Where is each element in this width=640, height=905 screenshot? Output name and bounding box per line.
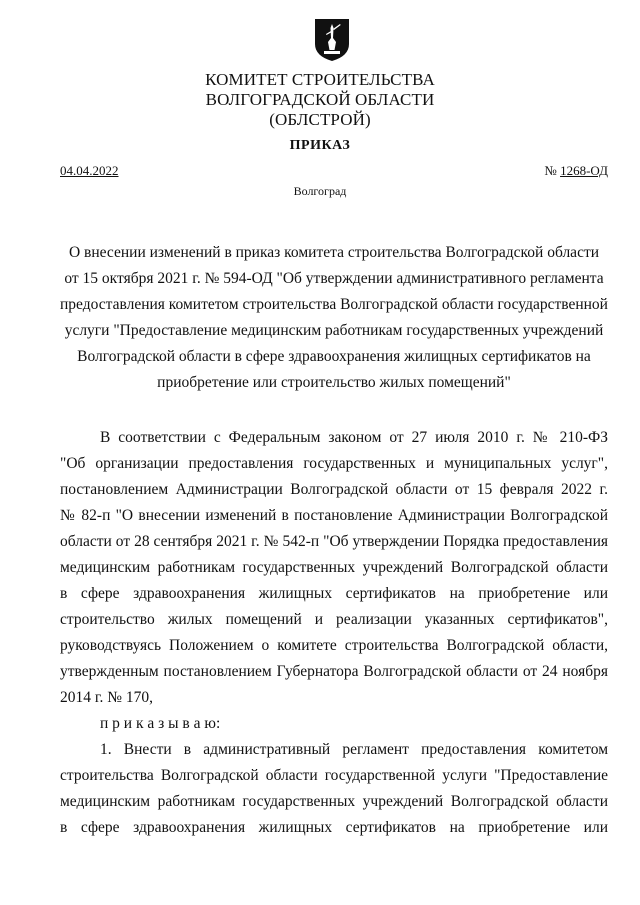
subject-line: услуги "Предоставление медицинским работникам государственных учреждений	[64, 322, 604, 339]
order-body	[60, 425, 608, 841]
body-line: "Об организации предоставления государственных и муниципальных услуг",	[60, 455, 608, 472]
org-line-3: (ОБЛСТРОЙ)	[269, 110, 371, 129]
body-line: области от 28 сентября 2021 г. № 542-п "Об утверждении Порядка предоставления	[60, 533, 608, 550]
organization-name	[0, 70, 640, 130]
subject-line: Волгоградской области в сфере здравоохранения жилищных сертификатов на	[77, 348, 591, 365]
item-1-line: строительства Волгоградской области государственной услуги "Предоставление	[60, 767, 608, 784]
body-line: руководствуясь Положением о комитете строительства Волгоградской области,	[60, 637, 608, 654]
subject-line: О внесении изменений в приказ комитета строительства Волгоградской области	[68, 244, 600, 261]
item-1-line: медицинским работникам государственных учреждений Волгоградской области	[60, 793, 608, 810]
order-subject	[60, 240, 608, 396]
item-1-line: 1. Внести в административный регламент предоставления комитетом	[100, 741, 608, 758]
subject-line: предоставления комитетом строительства Волгоградской области государственной	[60, 296, 608, 313]
subject-line: от 15 октября 2021 г. № 594-ОД "Об утверждении административного регламента	[64, 270, 604, 287]
body-line: В соответствии с Федеральным законом от 27 июля 2010 г. № 210-ФЗ	[100, 429, 608, 446]
order-directive: п р и к а з ы в а ю:	[100, 715, 221, 732]
document-type-title: ПРИКАЗ	[289, 138, 351, 153]
city-name: Волгоград	[293, 184, 347, 198]
body-line: постановлением Администрации Волгоградской области от 15 февраля 2022 г.	[60, 481, 608, 498]
body-line: медицинским работникам государственных учреждений Волгоградской области	[60, 559, 608, 576]
order-number	[544, 163, 608, 179]
org-line-1: КОМИТЕТ СТРОИТЕЛЬСТВА	[205, 70, 435, 89]
body-line: строительство жилых помещений и реализации указанных сертификатов",	[60, 611, 608, 628]
subject-line: приобретение или строительство жилых помещений"	[157, 374, 511, 391]
body-line: в сфере здравоохранения жилищных сертификатов на приобретение или	[60, 585, 608, 602]
order-number-prefix: №	[544, 163, 561, 178]
volgograd-coat-of-arms-icon	[314, 18, 350, 62]
org-line-2: ВОЛГОГРАДСКОЙ ОБЛАСТИ	[205, 90, 435, 109]
order-date: 04.04.2022	[60, 163, 119, 178]
body-line-last: 2014 г. № 170,	[60, 689, 154, 706]
body-line: утвержденным постановлением Губернатора Волгоградской области от 24 ноября	[60, 663, 608, 680]
body-line: № 82-п "О внесении изменений в постановление Администрации Волгоградской	[60, 507, 608, 524]
item-1-line: в сфере здравоохранения жилищных сертификатов на приобретение или	[60, 819, 608, 836]
order-number-value: 1268-ОД	[560, 163, 608, 178]
